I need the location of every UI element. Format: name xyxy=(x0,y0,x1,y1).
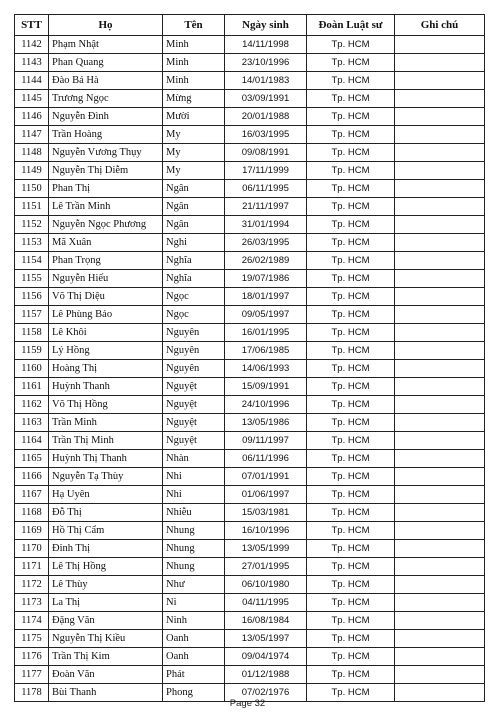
cell-ghi-chu xyxy=(395,450,485,468)
cell-ho: Trần Thị Minh xyxy=(49,432,163,450)
lawyer-list-table xyxy=(14,14,485,702)
cell-ngay-sinh: 03/09/1991 xyxy=(225,90,307,108)
page-number: Page 32 xyxy=(229,698,266,709)
cell-doan-luat-su: Tp. HCM xyxy=(307,486,395,504)
cell-stt: 1160 xyxy=(15,360,49,378)
cell-stt: 1147 xyxy=(15,126,49,144)
table-row xyxy=(15,72,485,90)
cell-ho: Trần Minh xyxy=(49,414,163,432)
cell-ho: Nguyễn Tạ Thùy xyxy=(49,468,163,486)
table-row xyxy=(15,522,485,540)
cell-ten: Nguyệt xyxy=(163,396,225,414)
document-sheet xyxy=(14,14,484,702)
cell-doan-luat-su: Tp. HCM xyxy=(307,288,395,306)
table-row xyxy=(15,576,485,594)
cell-stt: 1156 xyxy=(15,288,49,306)
cell-ngay-sinh: 01/12/1988 xyxy=(225,666,307,684)
cell-ten: My xyxy=(163,162,225,180)
cell-ten: Mười xyxy=(163,108,225,126)
table-row xyxy=(15,486,485,504)
cell-ten: Minh xyxy=(163,36,225,54)
cell-ho: Trần Hoàng xyxy=(49,126,163,144)
header-doan-luat-su: Đoàn Luật sư xyxy=(307,15,395,36)
cell-ghi-chu xyxy=(395,630,485,648)
cell-doan-luat-su: Tp. HCM xyxy=(307,54,395,72)
cell-ho: Võ Thị Hồng xyxy=(49,396,163,414)
cell-ngay-sinh: 21/11/1997 xyxy=(225,198,307,216)
cell-ghi-chu xyxy=(395,576,485,594)
cell-ghi-chu xyxy=(395,198,485,216)
cell-ho: Nguyễn Vương Thụy xyxy=(49,144,163,162)
cell-ghi-chu xyxy=(395,468,485,486)
cell-ngay-sinh: 09/04/1974 xyxy=(225,648,307,666)
table-row xyxy=(15,288,485,306)
cell-stt: 1178 xyxy=(15,684,49,702)
cell-ten: Ni xyxy=(163,594,225,612)
cell-stt: 1166 xyxy=(15,468,49,486)
cell-ngay-sinh: 17/11/1999 xyxy=(225,162,307,180)
cell-ten: Mừng xyxy=(163,90,225,108)
cell-ten: Nguyên xyxy=(163,324,225,342)
cell-ngay-sinh: 07/01/1991 xyxy=(225,468,307,486)
cell-ghi-chu xyxy=(395,342,485,360)
cell-ngay-sinh: 19/07/1986 xyxy=(225,270,307,288)
cell-stt: 1155 xyxy=(15,270,49,288)
cell-ten: Minh xyxy=(163,54,225,72)
table-row xyxy=(15,432,485,450)
cell-ngay-sinh: 16/08/1984 xyxy=(225,612,307,630)
cell-doan-luat-su: Tp. HCM xyxy=(307,630,395,648)
cell-ghi-chu xyxy=(395,360,485,378)
cell-ho: Nguyễn Ngọc Phương xyxy=(49,216,163,234)
cell-ngay-sinh: 16/01/1995 xyxy=(225,324,307,342)
cell-ngay-sinh: 15/09/1991 xyxy=(225,378,307,396)
cell-ngay-sinh: 20/01/1988 xyxy=(225,108,307,126)
cell-ten: Phong xyxy=(163,684,225,702)
table-row xyxy=(15,90,485,108)
cell-ngay-sinh: 09/05/1997 xyxy=(225,306,307,324)
cell-doan-luat-su: Tp. HCM xyxy=(307,504,395,522)
cell-stt: 1153 xyxy=(15,234,49,252)
cell-ngay-sinh: 24/10/1996 xyxy=(225,396,307,414)
cell-stt: 1171 xyxy=(15,558,49,576)
cell-ten: My xyxy=(163,126,225,144)
cell-ngay-sinh: 06/11/1995 xyxy=(225,180,307,198)
table-row xyxy=(15,180,485,198)
table-row xyxy=(15,342,485,360)
cell-stt: 1144 xyxy=(15,72,49,90)
cell-ho: Đoàn Văn xyxy=(49,666,163,684)
cell-ho: Nguyễn Thị Diễm xyxy=(49,162,163,180)
cell-ho: Đặng Văn xyxy=(49,612,163,630)
cell-ten: Ngân xyxy=(163,198,225,216)
cell-stt: 1165 xyxy=(15,450,49,468)
cell-stt: 1169 xyxy=(15,522,49,540)
cell-doan-luat-su: Tp. HCM xyxy=(307,378,395,396)
cell-stt: 1142 xyxy=(15,36,49,54)
cell-ho: Hoàng Thị xyxy=(49,360,163,378)
cell-ngay-sinh: 31/01/1994 xyxy=(225,216,307,234)
cell-stt: 1148 xyxy=(15,144,49,162)
header-ngay-sinh: Ngày sinh xyxy=(225,15,307,36)
cell-ho: Đào Bá Hà xyxy=(49,72,163,90)
cell-stt: 1167 xyxy=(15,486,49,504)
table-row xyxy=(15,108,485,126)
cell-ngay-sinh: 09/08/1991 xyxy=(225,144,307,162)
cell-stt: 1154 xyxy=(15,252,49,270)
cell-ten: Như xyxy=(163,576,225,594)
cell-ngay-sinh: 07/02/1976 xyxy=(225,684,307,702)
cell-ngay-sinh: 18/01/1997 xyxy=(225,288,307,306)
cell-doan-luat-su: Tp. HCM xyxy=(307,450,395,468)
cell-ngay-sinh: 14/06/1993 xyxy=(225,360,307,378)
table-row xyxy=(15,630,485,648)
cell-ten: Nhiễu xyxy=(163,504,225,522)
cell-ho: Võ Thị Diệu xyxy=(49,288,163,306)
cell-doan-luat-su: Tp. HCM xyxy=(307,36,395,54)
cell-ho: Lê Thị Hồng xyxy=(49,558,163,576)
cell-ghi-chu xyxy=(395,216,485,234)
cell-doan-luat-su: Tp. HCM xyxy=(307,522,395,540)
cell-doan-luat-su: Tp. HCM xyxy=(307,612,395,630)
cell-stt: 1163 xyxy=(15,414,49,432)
table-row xyxy=(15,450,485,468)
cell-stt: 1151 xyxy=(15,198,49,216)
cell-doan-luat-su: Tp. HCM xyxy=(307,324,395,342)
header-stt: STT xyxy=(15,15,49,36)
cell-ho: La Thị xyxy=(49,594,163,612)
cell-doan-luat-su: Tp. HCM xyxy=(307,234,395,252)
cell-ten: Ninh xyxy=(163,612,225,630)
cell-ngay-sinh: 15/03/1981 xyxy=(225,504,307,522)
cell-ghi-chu xyxy=(395,270,485,288)
cell-ghi-chu xyxy=(395,324,485,342)
cell-ten: Ngọc xyxy=(163,306,225,324)
cell-doan-luat-su: Tp. HCM xyxy=(307,648,395,666)
cell-ghi-chu xyxy=(395,558,485,576)
cell-ho: Hồ Thị Cẩm xyxy=(49,522,163,540)
cell-doan-luat-su: Tp. HCM xyxy=(307,180,395,198)
header-ten: Tên xyxy=(163,15,225,36)
cell-ghi-chu xyxy=(395,486,485,504)
cell-doan-luat-su: Tp. HCM xyxy=(307,396,395,414)
table-row xyxy=(15,378,485,396)
cell-ho: Huỳnh Thị Thanh xyxy=(49,450,163,468)
cell-ngay-sinh: 06/11/1996 xyxy=(225,450,307,468)
table-row xyxy=(15,234,485,252)
cell-doan-luat-su: Tp. HCM xyxy=(307,468,395,486)
cell-stt: 1145 xyxy=(15,90,49,108)
cell-stt: 1172 xyxy=(15,576,49,594)
cell-doan-luat-su: Tp. HCM xyxy=(307,414,395,432)
table-row xyxy=(15,594,485,612)
table-row xyxy=(15,306,485,324)
cell-doan-luat-su: Tp. HCM xyxy=(307,576,395,594)
cell-doan-luat-su: Tp. HCM xyxy=(307,432,395,450)
cell-ngay-sinh: 13/05/1999 xyxy=(225,540,307,558)
cell-ho: Trần Thị Kim xyxy=(49,648,163,666)
cell-ghi-chu xyxy=(395,288,485,306)
cell-ho: Hạ Uyên xyxy=(49,486,163,504)
cell-ten: Nguyên xyxy=(163,360,225,378)
cell-ghi-chu xyxy=(395,144,485,162)
cell-ho: Nguyễn Thị Kiều xyxy=(49,630,163,648)
cell-ten: Oanh xyxy=(163,630,225,648)
cell-ten: Nhi xyxy=(163,486,225,504)
cell-ten: Ngọc xyxy=(163,288,225,306)
cell-ghi-chu xyxy=(395,36,485,54)
cell-stt: 1175 xyxy=(15,630,49,648)
cell-stt: 1162 xyxy=(15,396,49,414)
cell-doan-luat-su: Tp. HCM xyxy=(307,162,395,180)
cell-ngay-sinh: 26/03/1995 xyxy=(225,234,307,252)
cell-ghi-chu xyxy=(395,648,485,666)
cell-ten: Nghĩa xyxy=(163,252,225,270)
cell-doan-luat-su: Tp. HCM xyxy=(307,144,395,162)
cell-stt: 1173 xyxy=(15,594,49,612)
cell-ngay-sinh: 13/05/1997 xyxy=(225,630,307,648)
cell-ghi-chu xyxy=(395,108,485,126)
table-row xyxy=(15,648,485,666)
cell-doan-luat-su: Tp. HCM xyxy=(307,108,395,126)
cell-ghi-chu xyxy=(395,72,485,90)
cell-ten: Nguyệt xyxy=(163,414,225,432)
cell-ho: Phan Thị xyxy=(49,180,163,198)
cell-ghi-chu xyxy=(395,126,485,144)
cell-stt: 1170 xyxy=(15,540,49,558)
cell-stt: 1177 xyxy=(15,666,49,684)
cell-ten: Nhung xyxy=(163,540,225,558)
cell-ngay-sinh: 14/01/1983 xyxy=(225,72,307,90)
cell-stt: 1146 xyxy=(15,108,49,126)
table-row xyxy=(15,162,485,180)
cell-ghi-chu xyxy=(395,54,485,72)
cell-doan-luat-su: Tp. HCM xyxy=(307,72,395,90)
cell-ghi-chu xyxy=(395,378,485,396)
table-row xyxy=(15,540,485,558)
cell-ghi-chu xyxy=(395,504,485,522)
cell-doan-luat-su: Tp. HCM xyxy=(307,540,395,558)
cell-ho: Phan Trọng xyxy=(49,252,163,270)
table-row xyxy=(15,144,485,162)
cell-ho: Trương Ngọc xyxy=(49,90,163,108)
cell-doan-luat-su: Tp. HCM xyxy=(307,666,395,684)
table-row xyxy=(15,360,485,378)
cell-doan-luat-su: Tp. HCM xyxy=(307,252,395,270)
table-row xyxy=(15,612,485,630)
table-row xyxy=(15,468,485,486)
table-row xyxy=(15,666,485,684)
table-row xyxy=(15,324,485,342)
cell-ghi-chu xyxy=(395,666,485,684)
cell-ghi-chu xyxy=(395,396,485,414)
table-row xyxy=(15,216,485,234)
cell-stt: 1152 xyxy=(15,216,49,234)
cell-ngay-sinh: 27/01/1995 xyxy=(225,558,307,576)
cell-stt: 1174 xyxy=(15,612,49,630)
cell-ho: Mã Xuân xyxy=(49,234,163,252)
cell-stt: 1168 xyxy=(15,504,49,522)
cell-stt: 1158 xyxy=(15,324,49,342)
cell-ghi-chu xyxy=(395,522,485,540)
cell-ten: Nhàn xyxy=(163,450,225,468)
cell-ho: Đinh Thị xyxy=(49,540,163,558)
table-header-row xyxy=(15,15,485,36)
table-row xyxy=(15,414,485,432)
cell-ghi-chu xyxy=(395,234,485,252)
cell-ngay-sinh: 26/02/1989 xyxy=(225,252,307,270)
cell-ho: Lê Thùy xyxy=(49,576,163,594)
cell-stt: 1176 xyxy=(15,648,49,666)
cell-ghi-chu xyxy=(395,162,485,180)
cell-ghi-chu xyxy=(395,90,485,108)
cell-ten: Phát xyxy=(163,666,225,684)
cell-ho: Lý Hồng xyxy=(49,342,163,360)
cell-ghi-chu xyxy=(395,414,485,432)
table-row xyxy=(15,270,485,288)
table-row xyxy=(15,558,485,576)
cell-ten: Nhung xyxy=(163,522,225,540)
cell-ghi-chu xyxy=(395,594,485,612)
cell-stt: 1159 xyxy=(15,342,49,360)
table-body xyxy=(15,36,485,702)
cell-ngay-sinh: 04/11/1995 xyxy=(225,594,307,612)
table-row xyxy=(15,396,485,414)
cell-ten: Nghĩa xyxy=(163,270,225,288)
cell-ngay-sinh: 23/10/1996 xyxy=(225,54,307,72)
cell-ghi-chu xyxy=(395,612,485,630)
table-row xyxy=(15,252,485,270)
table-row xyxy=(15,54,485,72)
cell-doan-luat-su: Tp. HCM xyxy=(307,90,395,108)
cell-ten: Ngân xyxy=(163,216,225,234)
cell-doan-luat-su: Tp. HCM xyxy=(307,216,395,234)
cell-stt: 1164 xyxy=(15,432,49,450)
cell-stt: 1157 xyxy=(15,306,49,324)
cell-ten: Oanh xyxy=(163,648,225,666)
cell-ghi-chu xyxy=(395,432,485,450)
cell-ho: Nguyễn Đình xyxy=(49,108,163,126)
cell-ngay-sinh: 16/10/1996 xyxy=(225,522,307,540)
cell-ho: Lê Phùng Bảo xyxy=(49,306,163,324)
cell-ten: Nhi xyxy=(163,468,225,486)
cell-ten: My xyxy=(163,144,225,162)
cell-ngay-sinh: 09/11/1997 xyxy=(225,432,307,450)
cell-doan-luat-su: Tp. HCM xyxy=(307,360,395,378)
cell-ten: Nguyệt xyxy=(163,378,225,396)
cell-doan-luat-su: Tp. HCM xyxy=(307,270,395,288)
cell-doan-luat-su: Tp. HCM xyxy=(307,126,395,144)
cell-ngay-sinh: 01/06/1997 xyxy=(225,486,307,504)
table-row xyxy=(15,36,485,54)
cell-ngay-sinh: 13/05/1986 xyxy=(225,414,307,432)
table-row xyxy=(15,126,485,144)
cell-doan-luat-su: Tp. HCM xyxy=(307,558,395,576)
cell-doan-luat-su: Tp. HCM xyxy=(307,198,395,216)
cell-ten: Nguyên xyxy=(163,342,225,360)
cell-ho: Lê Khôi xyxy=(49,324,163,342)
table-row xyxy=(15,504,485,522)
table-row xyxy=(15,198,485,216)
cell-stt: 1150 xyxy=(15,180,49,198)
cell-doan-luat-su: Tp. HCM xyxy=(307,594,395,612)
cell-ten: Minh xyxy=(163,72,225,90)
cell-ten: Nguyệt xyxy=(163,432,225,450)
cell-ho: Lê Trần Minh xyxy=(49,198,163,216)
cell-doan-luat-su: Tp. HCM xyxy=(307,684,395,702)
cell-stt: 1143 xyxy=(15,54,49,72)
cell-ngay-sinh: 06/10/1980 xyxy=(225,576,307,594)
cell-doan-luat-su: Tp. HCM xyxy=(307,306,395,324)
cell-ghi-chu xyxy=(395,180,485,198)
cell-ho: Nguyễn Hiếu xyxy=(49,270,163,288)
cell-ten: Nghi xyxy=(163,234,225,252)
cell-ngay-sinh: 17/06/1985 xyxy=(225,342,307,360)
cell-ngay-sinh: 14/11/1998 xyxy=(225,36,307,54)
cell-ghi-chu xyxy=(395,540,485,558)
cell-ho: Huỳnh Thanh xyxy=(49,378,163,396)
header-ghi-chu: Ghi chú xyxy=(395,15,485,36)
cell-ten: Nhung xyxy=(163,558,225,576)
cell-ho: Bùi Thanh xyxy=(49,684,163,702)
cell-ghi-chu xyxy=(395,252,485,270)
cell-ghi-chu xyxy=(395,306,485,324)
cell-stt: 1161 xyxy=(15,378,49,396)
cell-doan-luat-su: Tp. HCM xyxy=(307,342,395,360)
cell-ho: Phan Quang xyxy=(49,54,163,72)
cell-ngay-sinh: 16/03/1995 xyxy=(225,126,307,144)
cell-stt: 1149 xyxy=(15,162,49,180)
header-ho: Họ xyxy=(49,15,163,36)
cell-ho: Phạm Nhật xyxy=(49,36,163,54)
cell-ho: Đỗ Thị xyxy=(49,504,163,522)
cell-ten: Ngân xyxy=(163,180,225,198)
